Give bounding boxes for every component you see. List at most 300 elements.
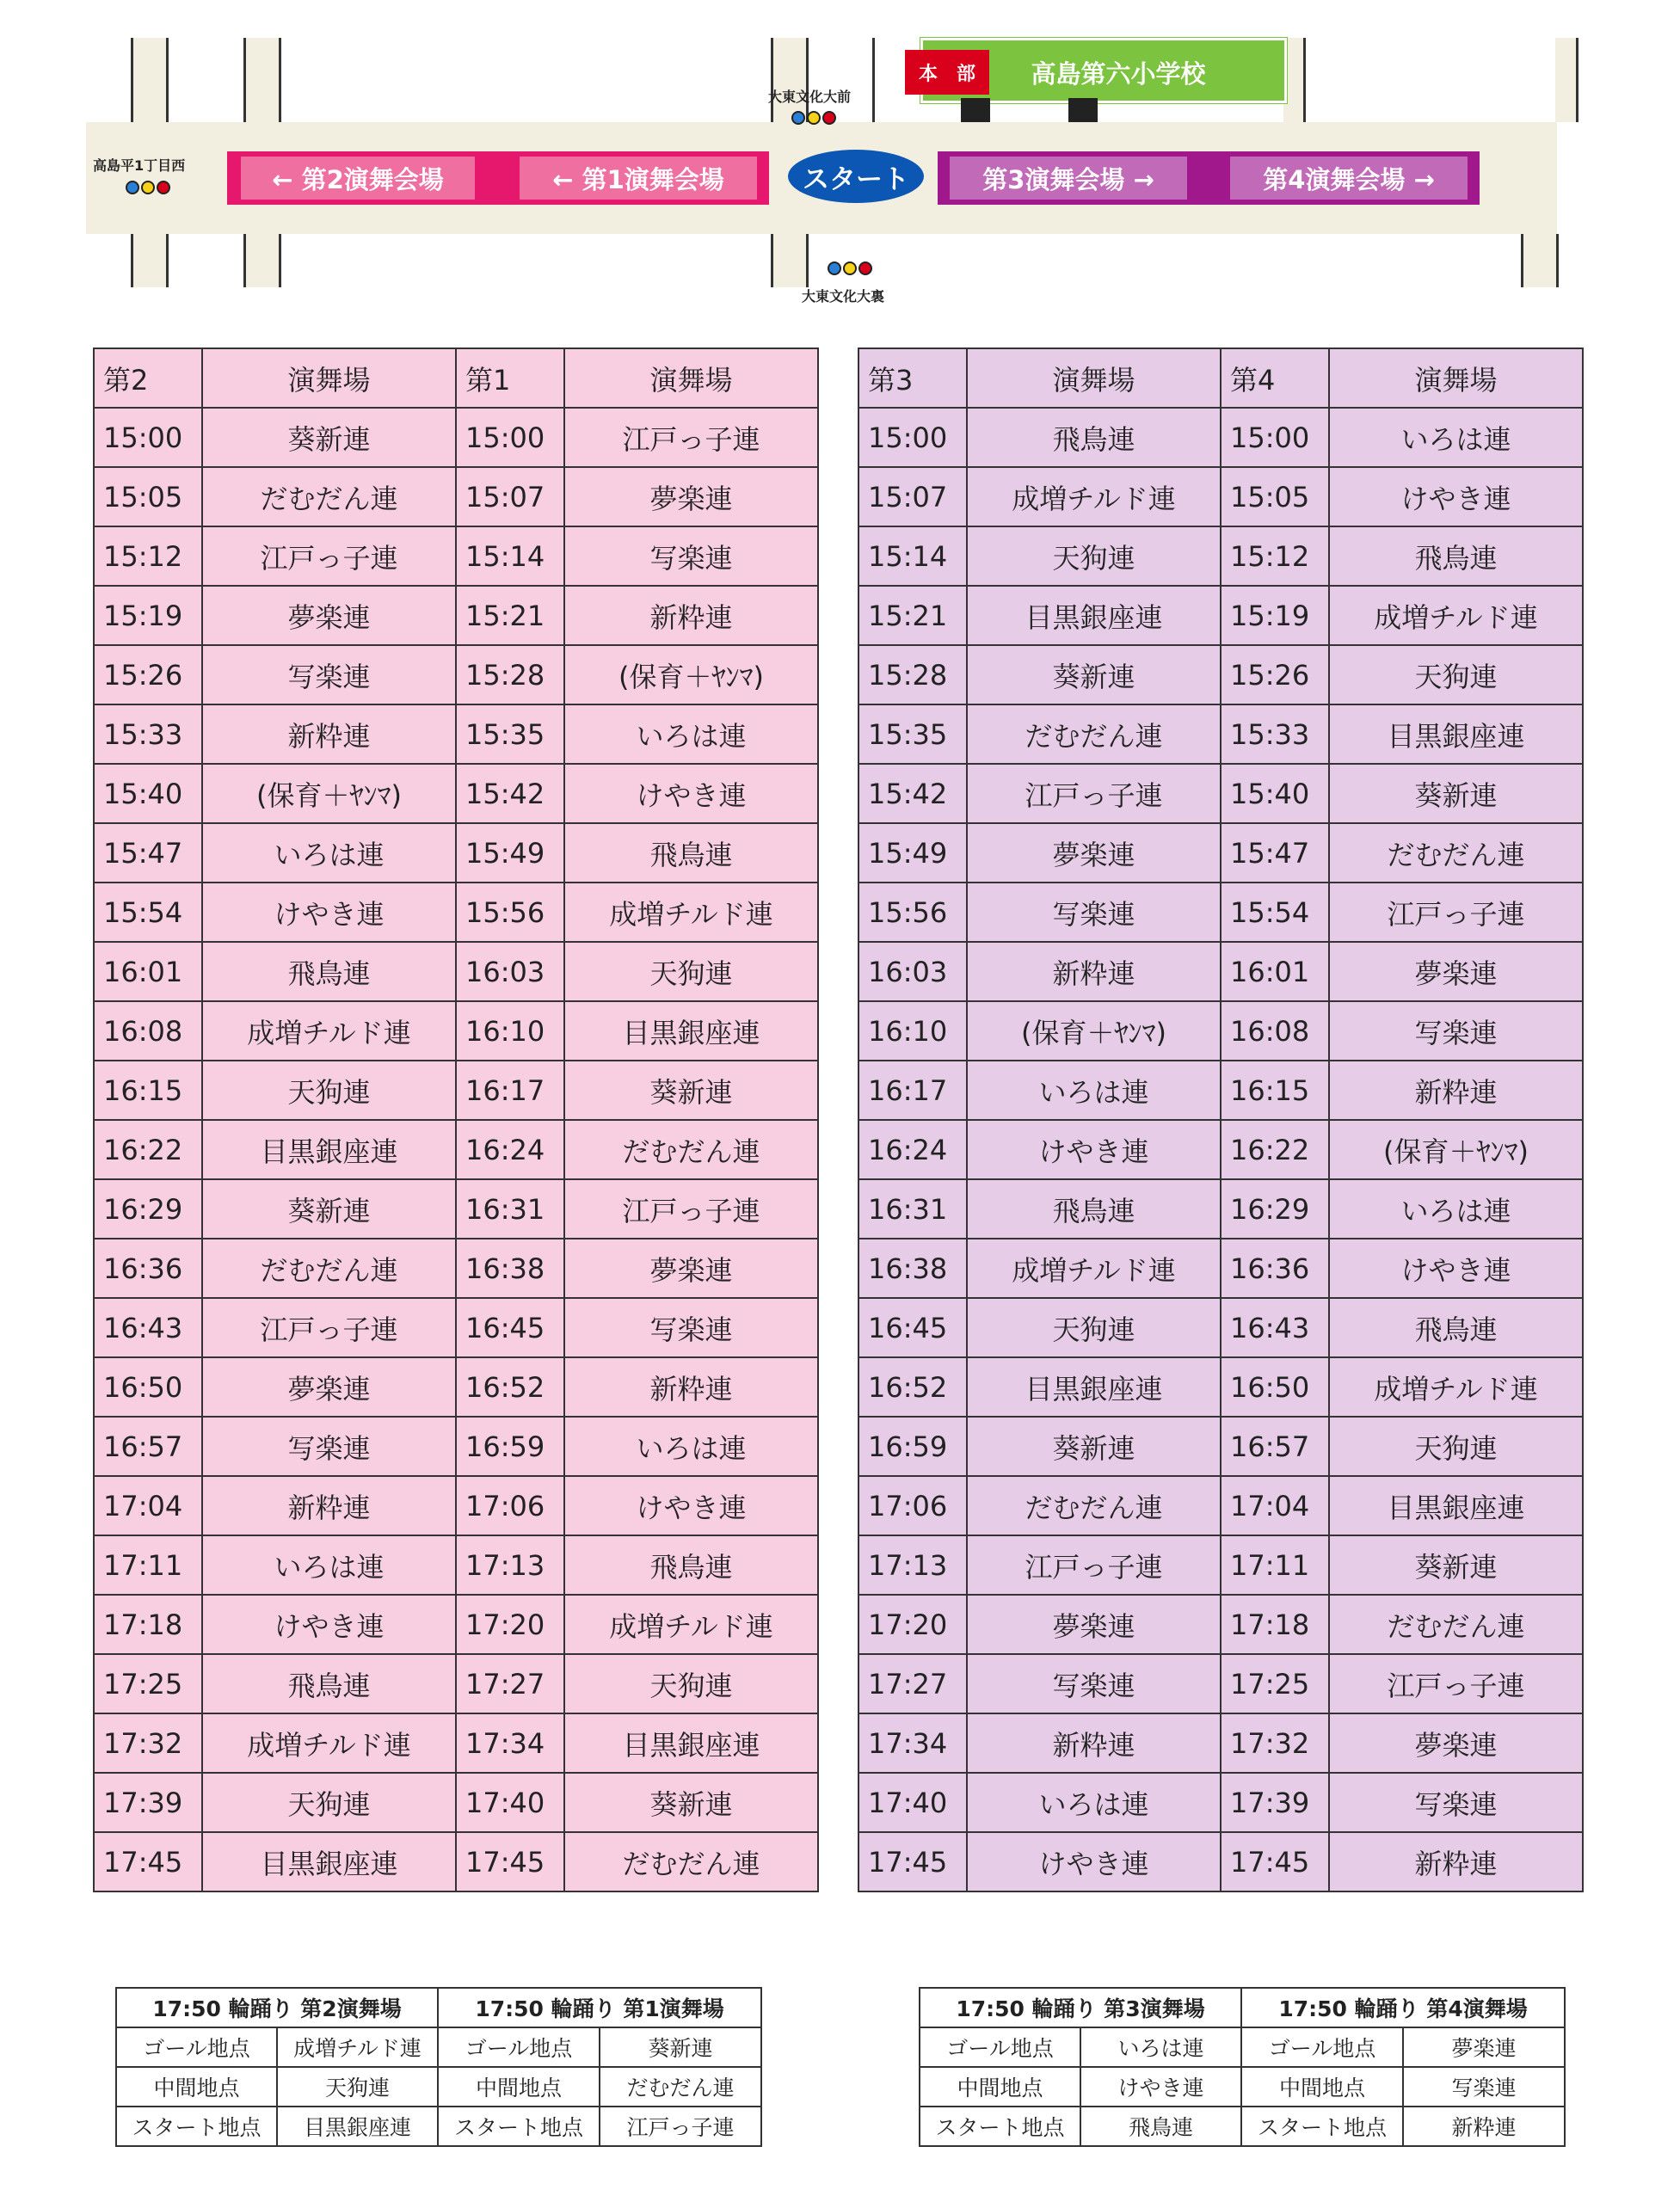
table-row xyxy=(920,2067,1565,2107)
bon-header-venue-2: 17:50 輪踊り 第2演舞場 xyxy=(116,1988,438,2027)
table-row xyxy=(858,1713,1583,1773)
team-cell: 天狗連 xyxy=(277,2067,438,2107)
team-cell: 江戸っ子連 xyxy=(202,526,456,586)
team-cell: 写楽連 xyxy=(1329,1001,1583,1061)
stop-takashimadaira: 高島平1丁目西 xyxy=(93,157,186,174)
time-cell: 17:32 xyxy=(1221,1713,1329,1773)
time-cell: 17:11 xyxy=(94,1535,202,1595)
table-row xyxy=(116,2027,761,2067)
team-cell: 新粋連 xyxy=(564,586,818,645)
time-cell: 16:03 xyxy=(858,942,967,1001)
time-cell: 16:59 xyxy=(858,1417,967,1476)
table-row xyxy=(94,1179,818,1239)
team-cell: 飛鳥連 xyxy=(1080,2107,1241,2146)
table-row xyxy=(858,1239,1583,1298)
table-row xyxy=(94,1239,818,1298)
table-row xyxy=(858,1061,1583,1120)
table-row xyxy=(858,1001,1583,1061)
team-cell: 葵新連 xyxy=(202,408,456,467)
table-row xyxy=(94,1120,818,1179)
time-cell: 17:27 xyxy=(858,1654,967,1713)
team-cell: 新粋連 xyxy=(967,942,1221,1001)
table-row xyxy=(858,1654,1583,1713)
table-row xyxy=(94,823,818,883)
team-cell: 飛鳥連 xyxy=(202,942,456,1001)
table-row xyxy=(858,1417,1583,1476)
time-cell: 16:31 xyxy=(456,1179,564,1239)
team-cell: 写楽連 xyxy=(202,1417,456,1476)
header-venue-2: 第2 xyxy=(94,348,202,408)
team-cell: けやき連 xyxy=(1080,2067,1241,2107)
table-row xyxy=(858,1298,1583,1357)
time-cell: 16:59 xyxy=(456,1417,564,1476)
time-cell: 15:35 xyxy=(456,704,564,764)
header-venue-4: 第4 xyxy=(1221,348,1329,408)
time-cell: 16:10 xyxy=(456,1001,564,1061)
time-cell: 16:24 xyxy=(858,1120,967,1179)
time-cell: 17:06 xyxy=(858,1476,967,1535)
team-cell: 成増チルド連 xyxy=(277,2027,438,2067)
team-cell: 夢楽連 xyxy=(967,823,1221,883)
team-cell: 写楽連 xyxy=(202,645,456,704)
team-cell: けやき連 xyxy=(564,1476,818,1535)
team-cell: だむだん連 xyxy=(564,1120,818,1179)
team-cell: 写楽連 xyxy=(1329,1773,1583,1832)
time-cell: 16:08 xyxy=(1221,1001,1329,1061)
team-cell: 天狗連 xyxy=(202,1061,456,1120)
time-cell: 16:22 xyxy=(1221,1120,1329,1179)
time-cell: 17:25 xyxy=(1221,1654,1329,1713)
team-cell: 写楽連 xyxy=(967,883,1221,942)
table-row xyxy=(94,1773,818,1832)
time-cell: 17:04 xyxy=(1221,1476,1329,1535)
team-cell: 飛鳥連 xyxy=(564,1535,818,1595)
table-row xyxy=(94,526,818,586)
time-cell: 17:11 xyxy=(1221,1535,1329,1595)
team-cell: だむだん連 xyxy=(967,1476,1221,1535)
traffic-light-icon xyxy=(126,181,170,194)
time-cell: 15:54 xyxy=(1221,883,1329,942)
team-cell: 江戸っ子連 xyxy=(1329,883,1583,942)
table-row xyxy=(94,408,818,467)
point-cell: 中間地点 xyxy=(438,2067,600,2107)
table-row xyxy=(94,1357,818,1417)
time-cell: 16:08 xyxy=(94,1001,202,1061)
table-row xyxy=(920,2027,1565,2067)
team-cell: 目黒銀座連 xyxy=(1329,1476,1583,1535)
table-row xyxy=(858,467,1583,526)
time-cell: 16:01 xyxy=(1221,942,1329,1001)
table-row xyxy=(94,586,818,645)
time-cell: 15:28 xyxy=(456,645,564,704)
table-row xyxy=(94,1535,818,1595)
team-cell: 飛鳥連 xyxy=(1329,526,1583,586)
time-cell: 15:47 xyxy=(1221,823,1329,883)
table-row xyxy=(858,704,1583,764)
table-row xyxy=(858,1595,1583,1654)
table-row xyxy=(858,1179,1583,1239)
team-cell: けやき連 xyxy=(202,883,456,942)
time-cell: 15:19 xyxy=(1221,586,1329,645)
team-cell: 飛鳥連 xyxy=(1329,1298,1583,1357)
team-cell: 夢楽連 xyxy=(202,1357,456,1417)
traffic-light-icon xyxy=(828,261,872,275)
point-cell: 中間地点 xyxy=(1241,2067,1403,2107)
point-cell: ゴール地点 xyxy=(1241,2027,1403,2067)
bon-header-venue-3: 17:50 輪踊り 第3演舞場 xyxy=(920,1988,1241,2027)
time-cell: 17:45 xyxy=(858,1832,967,1891)
team-cell: いろは連 xyxy=(564,1417,818,1476)
time-cell: 16:36 xyxy=(94,1239,202,1298)
time-cell: 16:10 xyxy=(858,1001,967,1061)
team-cell: いろは連 xyxy=(1329,1179,1583,1239)
team-cell: 夢楽連 xyxy=(1329,942,1583,1001)
table-row xyxy=(94,645,818,704)
team-cell: 江戸っ子連 xyxy=(600,2107,761,2146)
bon-dance-table-left xyxy=(115,1987,762,2147)
time-cell: 17:34 xyxy=(456,1713,564,1773)
bon-dance-table-right xyxy=(919,1987,1566,2147)
team-cell: 天狗連 xyxy=(1329,645,1583,704)
time-cell: 15:07 xyxy=(858,467,967,526)
team-cell: 天狗連 xyxy=(967,1298,1221,1357)
bon-header-venue-1: 17:50 輪踊り 第1演舞場 xyxy=(438,1988,761,2027)
team-cell: 天狗連 xyxy=(564,1654,818,1713)
team-cell: 写楽連 xyxy=(967,1654,1221,1713)
time-cell: 16:03 xyxy=(456,942,564,1001)
team-cell: 飛鳥連 xyxy=(967,1179,1221,1239)
table-row xyxy=(94,1476,818,1535)
team-cell: だむだん連 xyxy=(202,1239,456,1298)
team-cell: 江戸っ子連 xyxy=(564,408,818,467)
time-cell: 17:45 xyxy=(94,1832,202,1891)
team-cell: だむだん連 xyxy=(967,704,1221,764)
team-cell: だむだん連 xyxy=(564,1832,818,1891)
table-row xyxy=(94,1595,818,1654)
team-cell: 天狗連 xyxy=(1329,1417,1583,1476)
point-cell: 中間地点 xyxy=(920,2067,1080,2107)
team-cell: だむだん連 xyxy=(202,467,456,526)
team-cell: 成増チルド連 xyxy=(564,1595,818,1654)
time-cell: 16:57 xyxy=(1221,1417,1329,1476)
team-cell: (保育＋ﾔﾝﾏ) xyxy=(202,764,456,823)
team-cell: 葵新連 xyxy=(967,1417,1221,1476)
team-cell: 飛鳥連 xyxy=(202,1654,456,1713)
time-cell: 17:40 xyxy=(858,1773,967,1832)
point-cell: ゴール地点 xyxy=(438,2027,600,2067)
team-cell: けやき連 xyxy=(1329,1239,1583,1298)
team-cell: 目黒銀座連 xyxy=(1329,704,1583,764)
team-cell: 江戸っ子連 xyxy=(967,1535,1221,1595)
team-cell: 葵新連 xyxy=(600,2027,761,2067)
table-row xyxy=(94,467,818,526)
time-cell: 15:42 xyxy=(858,764,967,823)
table-header-row xyxy=(94,348,818,408)
time-cell: 16:22 xyxy=(94,1120,202,1179)
table-row xyxy=(858,1535,1583,1595)
team-cell: 成増チルド連 xyxy=(202,1713,456,1773)
time-cell: 16:52 xyxy=(858,1357,967,1417)
header-stage: 演舞場 xyxy=(202,348,456,408)
header-venue-1: 第1 xyxy=(456,348,564,408)
time-cell: 17:18 xyxy=(94,1595,202,1654)
school-name: 高島第六小学校 xyxy=(1031,58,1206,89)
table-row xyxy=(94,1832,818,1891)
team-cell: いろは連 xyxy=(1329,408,1583,467)
team-cell: けやき連 xyxy=(564,764,818,823)
team-cell: 夢楽連 xyxy=(1403,2027,1565,2067)
time-cell: 17:20 xyxy=(456,1595,564,1654)
point-cell: ゴール地点 xyxy=(920,2027,1080,2067)
time-cell: 17:39 xyxy=(1221,1773,1329,1832)
time-cell: 17:32 xyxy=(94,1713,202,1773)
time-cell: 15:42 xyxy=(456,764,564,823)
team-cell: 夢楽連 xyxy=(967,1595,1221,1654)
time-cell: 16:29 xyxy=(94,1179,202,1239)
time-cell: 16:36 xyxy=(1221,1239,1329,1298)
traffic-light-icon xyxy=(791,111,836,125)
table-row xyxy=(94,1001,818,1061)
team-cell: 江戸っ子連 xyxy=(202,1298,456,1357)
table-row xyxy=(858,408,1583,467)
table-row xyxy=(94,704,818,764)
time-cell: 16:31 xyxy=(858,1179,967,1239)
team-cell: 目黒銀座連 xyxy=(202,1120,456,1179)
table-row xyxy=(858,942,1583,1001)
table-row xyxy=(858,1832,1583,1891)
time-cell: 16:29 xyxy=(1221,1179,1329,1239)
schedule-table-venue-2-1 xyxy=(93,348,819,1892)
table-row xyxy=(858,586,1583,645)
time-cell: 15:33 xyxy=(1221,704,1329,764)
team-cell: 新粋連 xyxy=(564,1357,818,1417)
team-cell: 新粋連 xyxy=(202,1476,456,1535)
team-cell: (保育＋ﾔﾝﾏ) xyxy=(1329,1120,1583,1179)
table-row xyxy=(858,764,1583,823)
time-cell: 17:06 xyxy=(456,1476,564,1535)
gate-left xyxy=(961,98,990,122)
table-row xyxy=(94,1298,818,1357)
team-cell: 成増チルド連 xyxy=(967,467,1221,526)
team-cell: 葵新連 xyxy=(967,645,1221,704)
table-row xyxy=(116,2107,761,2146)
table-row xyxy=(858,645,1583,704)
team-cell: 飛鳥連 xyxy=(967,408,1221,467)
team-cell: 新粋連 xyxy=(1403,2107,1565,2146)
team-cell: 江戸っ子連 xyxy=(967,764,1221,823)
team-cell: いろは連 xyxy=(1080,2027,1241,2067)
time-cell: 15:26 xyxy=(94,645,202,704)
team-cell: いろは連 xyxy=(967,1773,1221,1832)
table-row xyxy=(858,1120,1583,1179)
point-cell: スタート地点 xyxy=(116,2107,277,2146)
team-cell: 目黒銀座連 xyxy=(277,2107,438,2146)
time-cell: 15:26 xyxy=(1221,645,1329,704)
point-cell: ゴール地点 xyxy=(116,2027,277,2067)
time-cell: 17:13 xyxy=(858,1535,967,1595)
point-cell: スタート地点 xyxy=(438,2107,600,2146)
team-cell: 目黒銀座連 xyxy=(967,1357,1221,1417)
time-cell: 15:40 xyxy=(1221,764,1329,823)
bon-header-venue-4: 17:50 輪踊り 第4演舞場 xyxy=(1241,1988,1565,2027)
point-cell: スタート地点 xyxy=(1241,2107,1403,2146)
time-cell: 15:33 xyxy=(94,704,202,764)
time-cell: 15:00 xyxy=(858,408,967,467)
team-cell: 葵新連 xyxy=(564,1061,818,1120)
team-cell: 目黒銀座連 xyxy=(564,1713,818,1773)
team-cell: 写楽連 xyxy=(564,1298,818,1357)
time-cell: 15:00 xyxy=(1221,408,1329,467)
point-cell: 中間地点 xyxy=(116,2067,277,2107)
team-cell: 葵新連 xyxy=(1329,764,1583,823)
time-cell: 17:40 xyxy=(456,1773,564,1832)
team-cell: 天狗連 xyxy=(202,1773,456,1832)
table-row xyxy=(94,1713,818,1773)
time-cell: 16:15 xyxy=(1221,1061,1329,1120)
time-cell: 15:28 xyxy=(858,645,967,704)
team-cell: 天狗連 xyxy=(967,526,1221,586)
table-row xyxy=(858,1773,1583,1832)
time-cell: 16:45 xyxy=(858,1298,967,1357)
header-stage: 演舞場 xyxy=(564,348,818,408)
start-badge: スタート xyxy=(788,150,924,203)
time-cell: 17:13 xyxy=(456,1535,564,1595)
table-row xyxy=(116,2067,761,2107)
team-cell: 成増チルド連 xyxy=(967,1239,1221,1298)
team-cell: だむだん連 xyxy=(600,2067,761,2107)
team-cell: 目黒銀座連 xyxy=(967,586,1221,645)
table-row xyxy=(94,1061,818,1120)
table-header-row xyxy=(858,348,1583,408)
venue-2-label: ← 第2演舞会場 xyxy=(241,157,475,200)
time-cell: 15:54 xyxy=(94,883,202,942)
time-cell: 15:19 xyxy=(94,586,202,645)
header-stage: 演舞場 xyxy=(1329,348,1583,408)
time-cell: 16:38 xyxy=(456,1239,564,1298)
team-cell: いろは連 xyxy=(202,1535,456,1595)
team-cell: いろは連 xyxy=(967,1061,1221,1120)
time-cell: 15:00 xyxy=(94,408,202,467)
team-cell: けやき連 xyxy=(967,1832,1221,1891)
time-cell: 16:17 xyxy=(858,1061,967,1120)
time-cell: 15:40 xyxy=(94,764,202,823)
schedule-table-venue-3-4 xyxy=(858,348,1584,1892)
team-cell: いろは連 xyxy=(564,704,818,764)
time-cell: 15:07 xyxy=(456,467,564,526)
team-cell: 写楽連 xyxy=(564,526,818,586)
time-cell: 15:12 xyxy=(94,526,202,586)
bon-header-row xyxy=(920,1988,1565,2027)
team-cell: 写楽連 xyxy=(1403,2067,1565,2107)
time-cell: 16:24 xyxy=(456,1120,564,1179)
time-cell: 17:39 xyxy=(94,1773,202,1832)
time-cell: 16:45 xyxy=(456,1298,564,1357)
team-cell: 新粋連 xyxy=(1329,1832,1583,1891)
time-cell: 15:21 xyxy=(858,586,967,645)
header-venue-3: 第3 xyxy=(858,348,967,408)
table-row xyxy=(94,764,818,823)
time-cell: 16:43 xyxy=(1221,1298,1329,1357)
team-cell: 目黒銀座連 xyxy=(202,1832,456,1891)
time-cell: 15:05 xyxy=(1221,467,1329,526)
time-cell: 16:15 xyxy=(94,1061,202,1120)
team-cell: 成増チルド連 xyxy=(1329,1357,1583,1417)
time-cell: 16:38 xyxy=(858,1239,967,1298)
time-cell: 17:34 xyxy=(858,1713,967,1773)
time-cell: 15:14 xyxy=(858,526,967,586)
time-cell: 15:56 xyxy=(456,883,564,942)
point-cell: スタート地点 xyxy=(920,2107,1080,2146)
time-cell: 16:43 xyxy=(94,1298,202,1357)
time-cell: 16:50 xyxy=(94,1357,202,1417)
time-cell: 17:25 xyxy=(94,1654,202,1713)
stop-daito-front: 大東文化大前 xyxy=(768,89,852,105)
time-cell: 15:21 xyxy=(456,586,564,645)
table-row xyxy=(858,823,1583,883)
time-cell: 17:27 xyxy=(456,1654,564,1713)
time-cell: 16:50 xyxy=(1221,1357,1329,1417)
team-cell: 葵新連 xyxy=(202,1179,456,1239)
time-cell: 17:20 xyxy=(858,1595,967,1654)
time-cell: 15:49 xyxy=(456,823,564,883)
team-cell: けやき連 xyxy=(202,1595,456,1654)
venue-3-label: 第3演舞会場 → xyxy=(950,157,1187,200)
team-cell: 目黒銀座連 xyxy=(564,1001,818,1061)
time-cell: 16:57 xyxy=(94,1417,202,1476)
team-cell: 葵新連 xyxy=(564,1773,818,1832)
time-cell: 15:47 xyxy=(94,823,202,883)
table-row xyxy=(858,526,1583,586)
team-cell: けやき連 xyxy=(1329,467,1583,526)
team-cell: 成増チルド連 xyxy=(564,883,818,942)
team-cell: 夢楽連 xyxy=(564,1239,818,1298)
time-cell: 17:45 xyxy=(1221,1832,1329,1891)
time-cell: 15:14 xyxy=(456,526,564,586)
time-cell: 15:00 xyxy=(456,408,564,467)
table-row xyxy=(858,883,1583,942)
time-cell: 17:18 xyxy=(1221,1595,1329,1654)
table-row xyxy=(858,1476,1583,1535)
time-cell: 15:49 xyxy=(858,823,967,883)
time-cell: 15:12 xyxy=(1221,526,1329,586)
team-cell: けやき連 xyxy=(967,1120,1221,1179)
venue-4-label: 第4演舞会場 → xyxy=(1230,157,1468,200)
time-cell: 17:04 xyxy=(94,1476,202,1535)
team-cell: (保育＋ﾔﾝﾏ) xyxy=(564,645,818,704)
team-cell: 江戸っ子連 xyxy=(1329,1654,1583,1713)
time-cell: 16:52 xyxy=(456,1357,564,1417)
team-cell: だむだん連 xyxy=(1329,823,1583,883)
team-cell: 成増チルド連 xyxy=(1329,586,1583,645)
team-cell: 成増チルド連 xyxy=(202,1001,456,1061)
time-cell: 15:56 xyxy=(858,883,967,942)
team-cell: 新粋連 xyxy=(967,1713,1221,1773)
table-row xyxy=(94,1417,818,1476)
table-row xyxy=(858,1357,1583,1417)
time-cell: 16:01 xyxy=(94,942,202,1001)
hq-label: 本 部 xyxy=(905,50,989,95)
team-cell: (保育＋ﾔﾝﾏ) xyxy=(967,1001,1221,1061)
team-cell: 夢楽連 xyxy=(564,467,818,526)
team-cell: 新粋連 xyxy=(1329,1061,1583,1120)
header-stage: 演舞場 xyxy=(967,348,1221,408)
time-cell: 16:17 xyxy=(456,1061,564,1120)
venue-1-label: ← 第1演舞会場 xyxy=(520,157,757,200)
team-cell: 夢楽連 xyxy=(1329,1713,1583,1773)
team-cell: 江戸っ子連 xyxy=(564,1179,818,1239)
table-row xyxy=(94,883,818,942)
bon-header-row xyxy=(116,1988,761,2027)
